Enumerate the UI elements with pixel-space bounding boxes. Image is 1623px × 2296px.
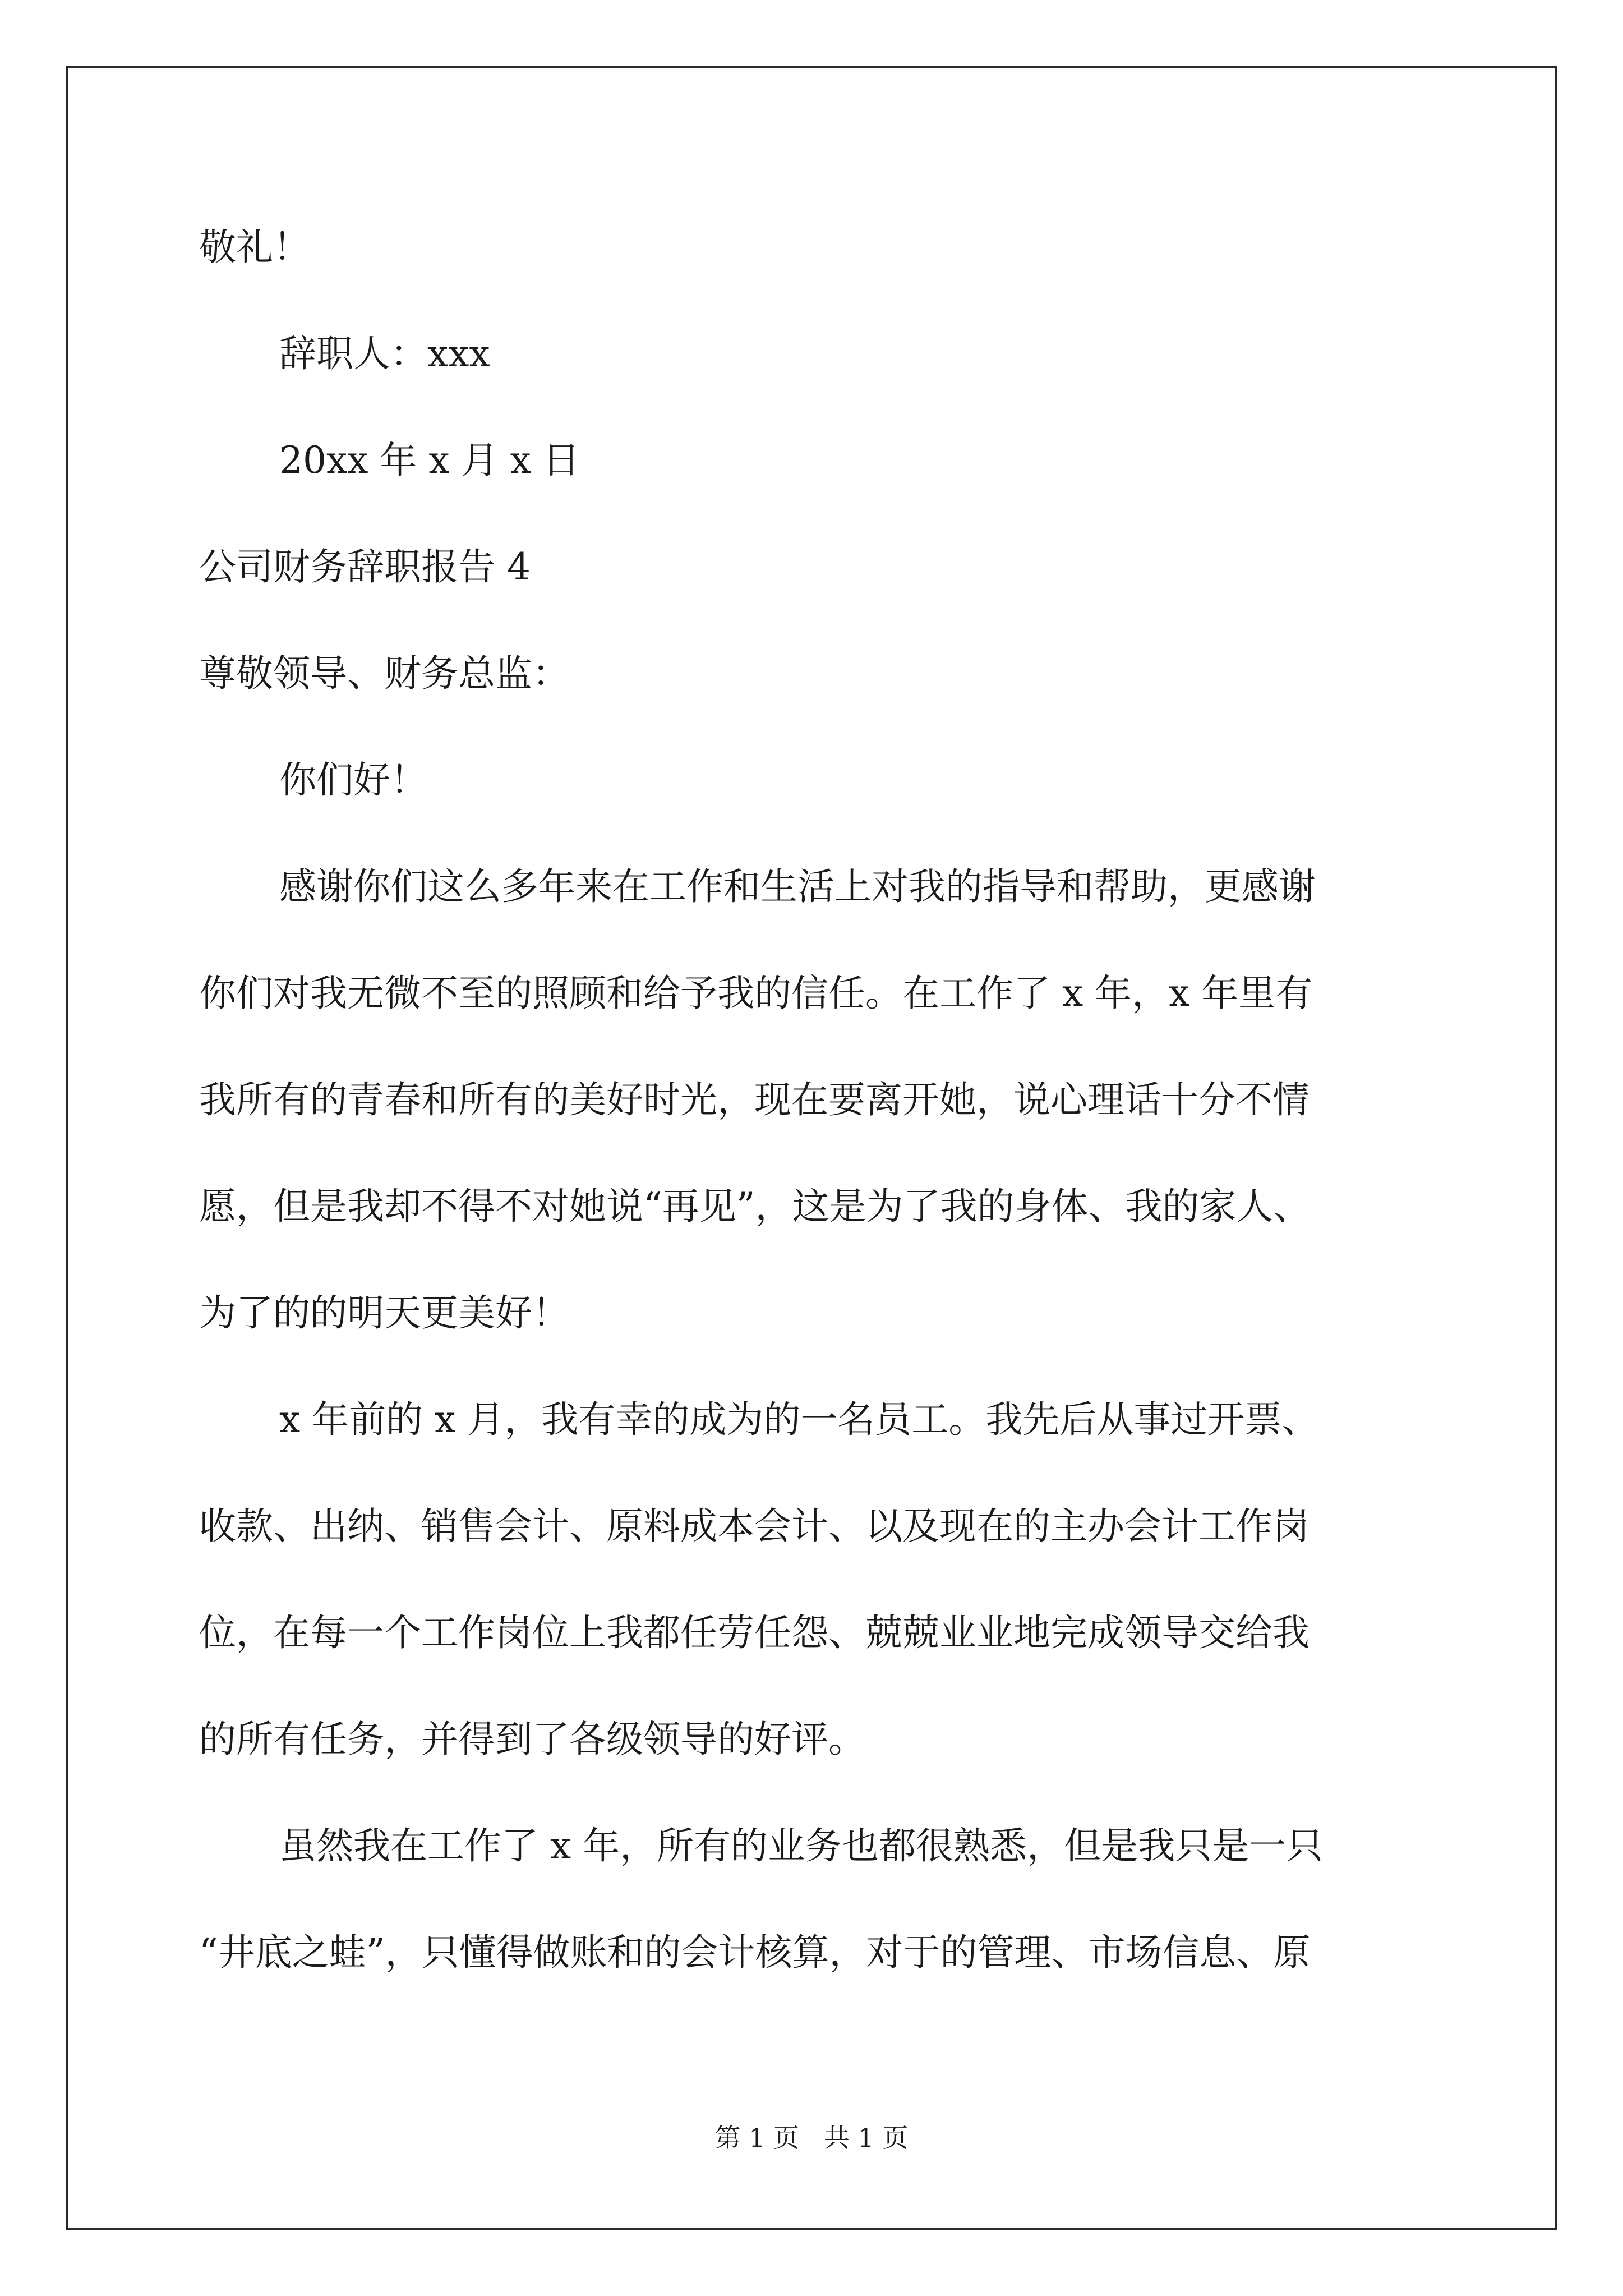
paragraph-line: 我所有的青春和所有的美好时光，现在要离开她，说心理话十分不情 <box>199 1078 1310 1121</box>
paragraph-line: 虽然我在工作了 x 年，所有的业务也都很熟悉，但是我只是一只 <box>279 1824 1324 1867</box>
signature-date: 20xx 年 x 月 x 日 <box>279 439 580 482</box>
paragraph-line: 的所有任务，并得到了各级领导的好评。 <box>199 1718 865 1761</box>
paragraph-line: “井底之蛙”，只懂得做账和的会计核算，对于的管理、市场信息、原 <box>199 1931 1311 1974</box>
page-number: 第 1 页 共 1 页 <box>714 2123 909 2153</box>
paragraph-line: 收款、出纳、销售会计、原料成本会计、以及现在的主办会计工作岗 <box>199 1504 1310 1548</box>
paragraph-line: 为了的的明天更美好！ <box>199 1291 569 1335</box>
signature-name: 辞职人：xxx <box>279 332 490 375</box>
paragraph-line: 位，在每一个工作岗位上我都任劳任怨、兢兢业业地完成领导交给我 <box>199 1611 1310 1654</box>
page-border <box>66 66 1557 2230</box>
paragraph-line: 愿，但是我却不得不对她说“再见”，这是为了我的身体、我的家人、 <box>199 1185 1311 1228</box>
greeting: 你们好！ <box>279 758 427 802</box>
closing-salutation: 敬礼！ <box>199 226 310 269</box>
paragraph-line: 你们对我无微不至的照顾和给予我的信任。在工作了 x 年，x 年里有 <box>199 972 1313 1015</box>
paragraph-line: x 年前的 x 月，我有幸的成为的一名员工。我先后从事过开票、 <box>279 1398 1319 1441</box>
letter-addressee: 尊敬领导、财务总监： <box>199 652 569 695</box>
section-title: 公司财务辞职报告 4 <box>199 545 531 588</box>
paragraph-line: 感谢你们这么多年来在工作和生活上对我的指导和帮助，更感谢 <box>279 865 1316 908</box>
